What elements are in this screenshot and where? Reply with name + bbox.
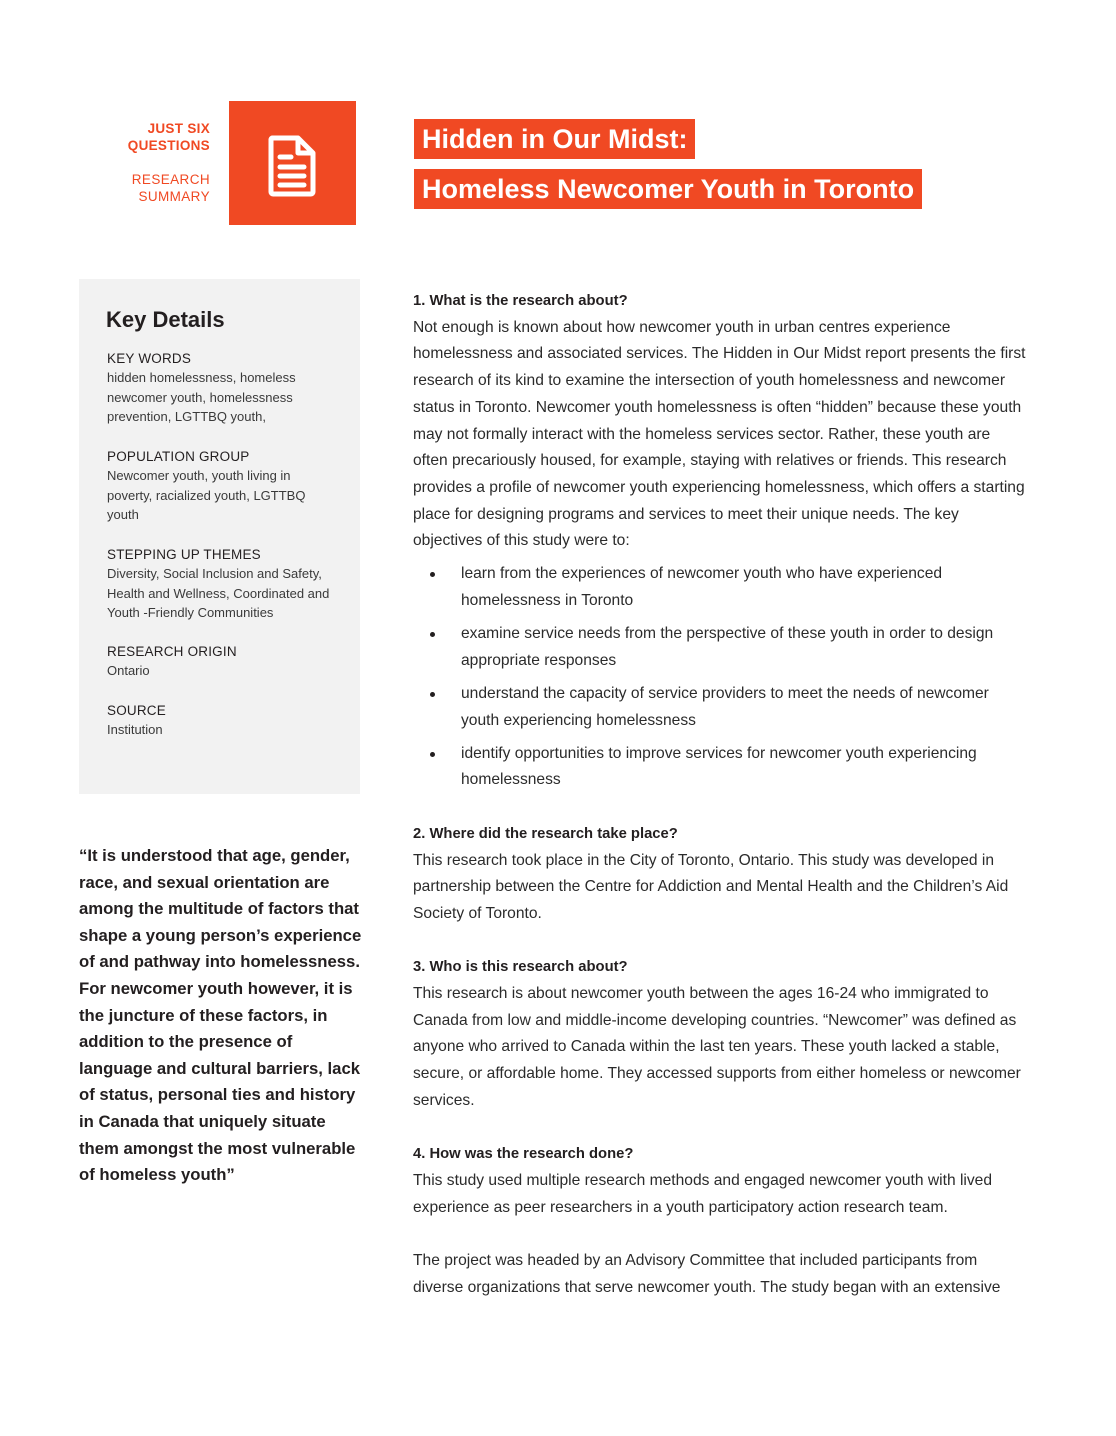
series-line-1: JUST SIX [147, 121, 210, 136]
summary-type-line-1: RESEARCH [131, 172, 210, 187]
key-detail-label: STEPPING UP THEMES [107, 547, 261, 562]
key-detail-label: SOURCE [107, 703, 166, 718]
section-heading: 3. Who is this research about? [413, 959, 628, 976]
pull-quote: “It is understood that age, gender, race, and sexual orientation are among the multitude of factors that shape a young person’s experience of and pathway into homelessness. For newcomer youth however, it is the juncture of these factors, in addition to the presence of language and cultural barriers, lack of status, personal ties and history in Canada that uniquely situate them amongst the most vulnerable of homeless youth” [79, 846, 362, 1185]
section-body: This research is about newcomer youth between the ages 16-24 who immigrated to Canada from low and middle-income developing countries. “Newcomer” was defined as anyone who arrived to Canada within the last ten years. These youth lacked a stable, secure, or affordable home. They accessed supports from either homeless or newcomer services. [413, 985, 1021, 1109]
section-body: This study used multiple research methods and engaged newcomer youth with lived experience as peer researchers in a youth participatory action research team. [413, 1171, 993, 1216]
list-item: understand the capacity of service providers to meet the needs of newcomer youth experiencing homelessness [413, 681, 1028, 734]
section-body-continued: The project was headed by an Advisory Committee that included participants from diverse organizations that serve newcomer youth. The study began with an extensive [413, 1252, 1001, 1296]
section-body: This research took place in the City of Toronto, Ontario. This study was developed in partnership between the Centre for Addiction and Mental Health and the Children’s Aid Society of Toronto. [413, 851, 1009, 922]
key-detail-value: Newcomer youth, youth living in poverty, racialized youth, LGTTBQ youth [107, 468, 306, 523]
summary-type-line-2: SUMMARY [138, 189, 210, 204]
section-heading: 2. Where did the research take place? [413, 825, 678, 842]
key-detail-label: POPULATION GROUP [107, 449, 250, 464]
key-detail-source [107, 702, 337, 740]
key-details-title: Key Details [106, 307, 225, 332]
list-item: examine service needs from the perspective of these youth in order to design appropriate responses [413, 621, 1028, 674]
key-detail-keywords [107, 350, 337, 427]
list-item: learn from the experiences of newcomer youth who have experienced homelessness in Toronto [413, 561, 1028, 614]
series-line-2: QUESTIONS [127, 138, 210, 153]
key-detail-origin [107, 643, 337, 681]
key-detail-label: RESEARCH ORIGIN [107, 644, 237, 659]
section-heading: 1. What is the research about? [413, 293, 628, 309]
section-body: Not enough is known about how newcomer youth in urban centres experience homelessness and associated services. The Hidden in Our Midst report presents the first research of its kind to examine the intersection of youth homelessness and newcomer status in Toronto. Newcomer youth homelessness is often “hidden” because these youth may not formally interact with the homeless services sector. Rather, these youth are often precariously housed, for example, staying with relatives or friends. This research provides a profile of newcomer youth experiencing homelessness, which offers a starting place for designing programs and services to meet their unique needs. The key objectives of this study were to: [413, 318, 1026, 550]
key-detail-value: hidden homelessness, homeless newcomer youth, homelessness prevention, LGTTBQ youth, [107, 370, 296, 425]
key-detail-label: KEY WORDS [107, 351, 192, 366]
key-detail-value: Institution [107, 722, 163, 737]
document-icon [266, 135, 318, 197]
series-label [128, 120, 210, 205]
title-line-2-wrap [414, 169, 922, 209]
page-title-line-1: Hidden in Our Midst: [414, 119, 695, 159]
document-icon-tile [229, 101, 356, 225]
list-item: identify opportunities to improve services for newcomer youth experiencing homelessness [413, 741, 1028, 794]
key-detail-population [107, 448, 337, 525]
key-details-panel [79, 279, 360, 794]
key-detail-themes [107, 546, 337, 623]
key-detail-value: Diversity, Social Inclusion and Safety, Health and Wellness, Coordinated and Youth -Friendly Communities [107, 566, 330, 621]
title-line-1-wrap [414, 119, 695, 159]
page-title-line-2: Homeless Newcomer Youth in Toronto [414, 169, 922, 209]
section-4 [413, 1141, 1028, 1221]
objectives-list [413, 561, 1028, 794]
section-1 [413, 288, 1028, 794]
section-3 [413, 954, 1028, 1114]
main-content [413, 288, 1028, 1301]
section-2 [413, 821, 1028, 928]
section-heading: 4. How was the research done? [413, 1146, 634, 1163]
key-detail-value: Ontario [107, 663, 150, 678]
